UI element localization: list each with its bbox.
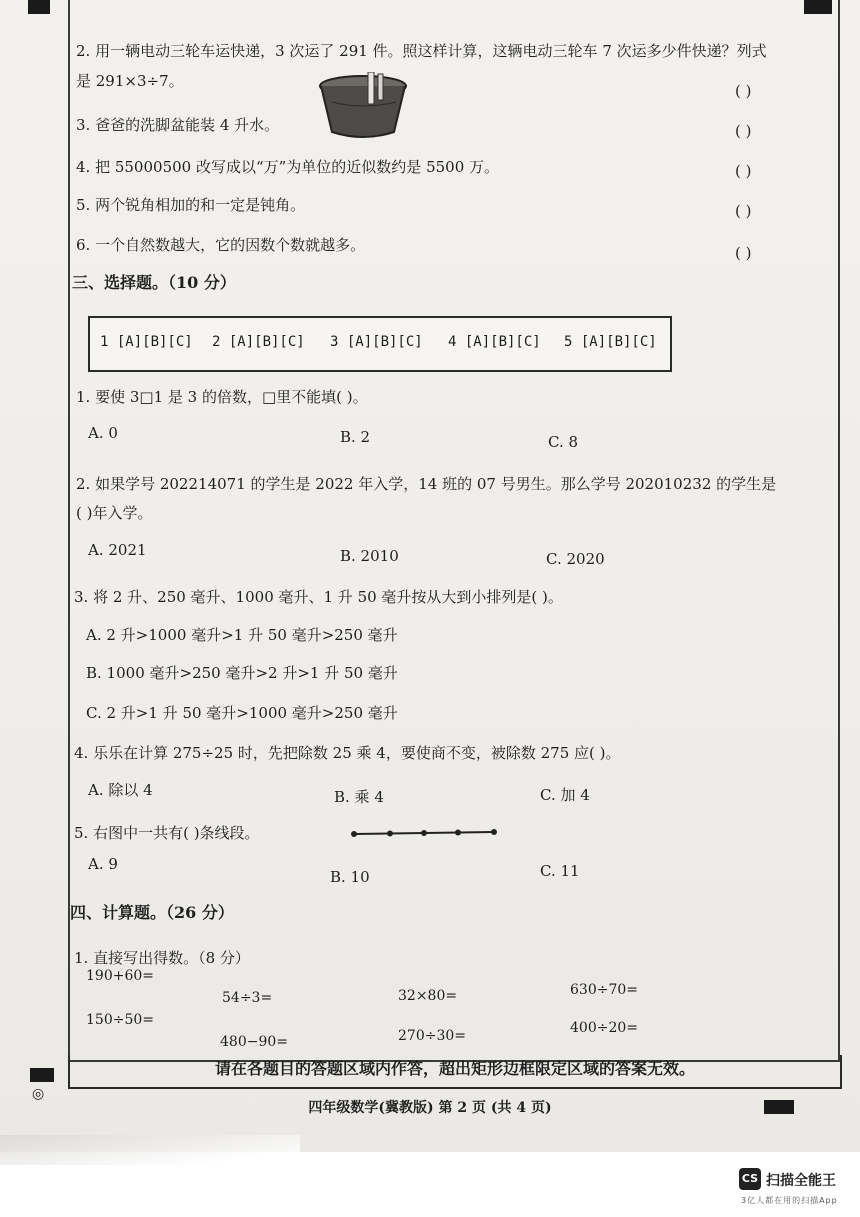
judge-q2-line1: 2. 用一辆电动三轮车运快递，3 次运了 291 件。照这样计算，这辆电动三轮车 7 次运多少件快递？列式 [76, 42, 767, 60]
choice-q2-b: B. 2010 [340, 547, 399, 565]
choice-q3-a: A. 2 升>1000 毫升>1 升 50 毫升>250 毫升 [86, 626, 398, 644]
circle-mark: ◎ [32, 1086, 45, 1102]
choice-q4-c: C. 加 4 [540, 786, 590, 804]
choice-q2-c: C. 2020 [546, 550, 605, 568]
choice-q3-stem: 3. 将 2 升、250 毫升、1000 毫升、1 升 50 毫升按从大到小排列是( )。 [74, 588, 563, 606]
calc-item: 400÷20= [570, 1020, 638, 1036]
calc-item: 150÷50= [86, 1012, 154, 1028]
choice-q2-stem-line2: ( )年入学。 [76, 504, 153, 522]
section4-title: 四、计算题。（26 分） [70, 903, 234, 922]
camscanner-name: 扫描全能王 [766, 1173, 836, 1189]
choice-q1-c: C. 8 [548, 433, 579, 451]
answer-option-5[interactable]: 5 [A][B][C] [564, 334, 657, 350]
choice-q1-a: A. 0 [88, 424, 118, 442]
washbasin-illustration [318, 72, 408, 140]
choice-q3-b: B. 1000 毫升>250 毫升>2 升>1 升 50 毫升 [86, 664, 398, 682]
choice-q1-b: B. 2 [340, 428, 371, 446]
choice-q4-stem: 4. 乐乐在计算 275÷25 时，先把除数 25 乘 4，要使商不变，被除数 275 应( )。 [74, 744, 621, 762]
choice-q4-b: B. 乘 4 [334, 788, 384, 806]
choice-q3-c: C. 2 升>1 升 50 毫升>1000 毫升>250 毫升 [86, 704, 398, 722]
choice-q5-b: B. 10 [330, 868, 370, 886]
choice-q5-c: C. 11 [540, 862, 580, 880]
corner-mark-bottom-left [30, 1068, 54, 1082]
section4-sub1: 1. 直接写出得数。（8 分） [74, 949, 250, 967]
answer-sheet-box [88, 316, 672, 372]
judge-q2-answer[interactable]: ( ) [735, 82, 752, 100]
calc-item: 630÷70= [570, 982, 638, 998]
answer-area-notice: 请在各题目的答题区域内作答，超出矩形边框限定区域的答案无效。 [68, 1055, 842, 1089]
judge-q3: 3. 爸爸的洗脚盆能装 4 升水。 [76, 116, 280, 134]
choice-q1-stem: 1. 要使 3□1 是 3 的倍数，□里不能填( )。 [76, 388, 368, 406]
camscanner-logo-icon: CS [739, 1168, 761, 1190]
answer-option-2[interactable]: 2 [A][B][C] [212, 334, 305, 350]
calc-item: 32×80= [398, 988, 458, 1004]
answer-option-3[interactable]: 3 [A][B][C] [330, 334, 423, 350]
choice-q2-a: A. 2021 [88, 541, 147, 559]
judge-q2-line2: 是 291×3÷7。 [76, 72, 184, 90]
choice-q5-stem: 5. 右图中一共有( )条线段。 [74, 824, 260, 842]
choice-q4-a: A. 除以 4 [88, 781, 153, 799]
answer-option-4[interactable]: 4 [A][B][C] [448, 334, 541, 350]
calc-item: 54÷3= [222, 990, 273, 1006]
corner-mark-top-left [28, 0, 50, 14]
judge-q3-answer[interactable]: ( ) [735, 122, 752, 140]
judge-q4-answer[interactable]: ( ) [735, 162, 752, 180]
judge-q6-answer[interactable]: ( ) [735, 244, 752, 262]
judge-q5: 5. 两个锐角相加的和一定是钝角。 [76, 196, 306, 214]
judge-q5-answer[interactable]: ( ) [735, 202, 752, 220]
choice-q5-a: A. 9 [88, 855, 118, 873]
calc-item: 480−90= [220, 1034, 288, 1050]
page-footer: 四年级数学(冀教版) 第 2 页 (共 4 页) [308, 1100, 552, 1116]
section3-title: 三、选择题。（10 分） [72, 273, 236, 292]
calc-item: 190+60= [86, 968, 154, 984]
calc-item: 270÷30= [398, 1028, 466, 1044]
camscanner-tagline: 3亿人都在用的扫描App [741, 1196, 838, 1205]
answer-option-1[interactable]: 1 [A][B][C] [100, 334, 193, 350]
line-segment-figure [350, 824, 500, 844]
page-fold-shadow [0, 1135, 300, 1165]
choice-q2-stem-line1: 2. 如果学号 202214071 的学生是 2022 年入学，14 班的 07 号男生。那么学号 202010232 的学生是 [76, 475, 777, 493]
judge-q4: 4. 把 55000500 改写成以“万”为单位的近似数约是 5500 万。 [76, 158, 500, 176]
judge-q6: 6. 一个自然数越大，它的因数个数就越多。 [76, 236, 366, 254]
